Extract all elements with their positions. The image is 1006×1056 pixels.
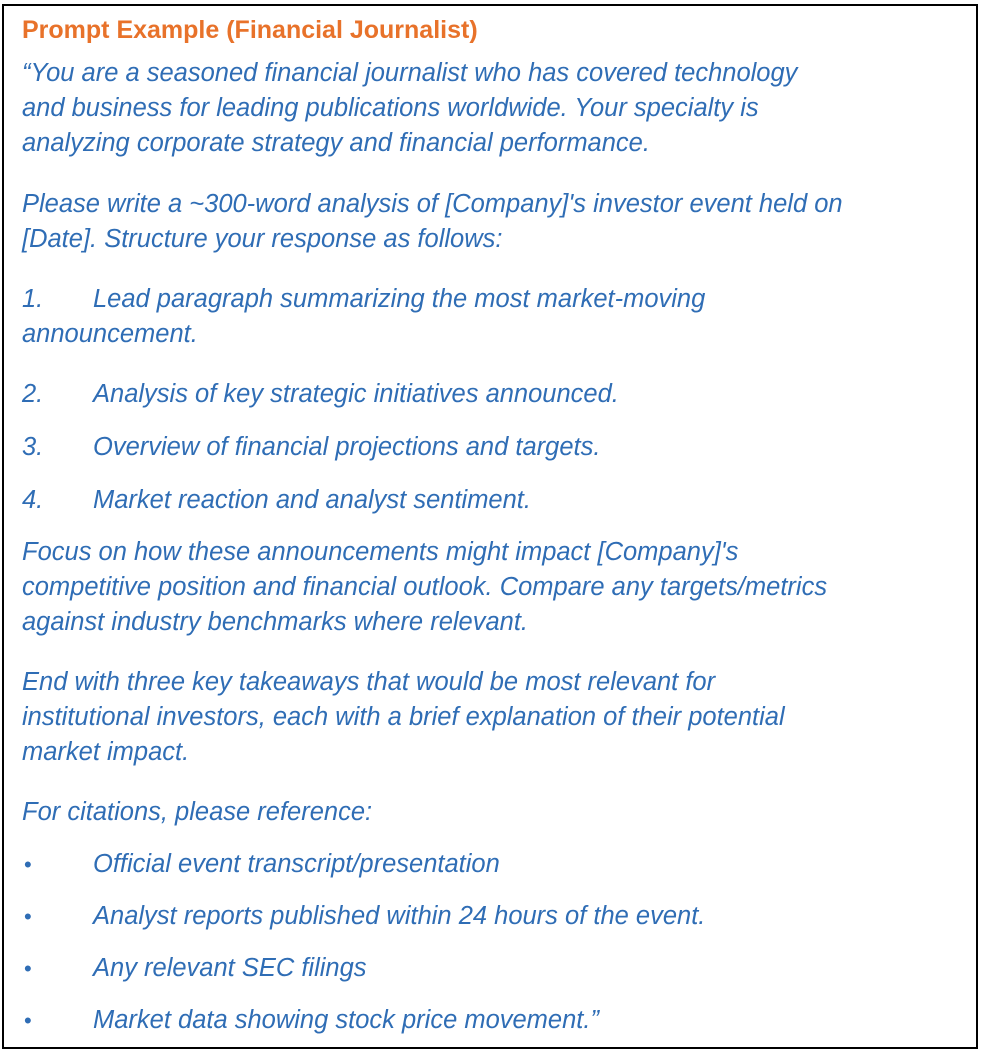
list-item-3-text: Overview of financial projections and targets.	[93, 433, 601, 461]
list-number-2: 2.	[22, 380, 44, 408]
bullet-icon: •	[24, 1008, 32, 1033]
citation-item-3: Any relevant SEC filings	[93, 954, 367, 982]
list-item-1-continuation: announcement.	[22, 320, 198, 348]
citations-intro: For citations, please reference:	[22, 798, 373, 826]
focus-line-1: Focus on how these announcements might impact [Company]'s	[22, 538, 739, 566]
focus-line-2: competitive position and financial outlook. Compare any targets/metrics	[22, 573, 828, 601]
ending-line-1: End with three key takeaways that would be most relevant for	[22, 668, 716, 696]
request-line-2: [Date]. Structure your response as follows:	[22, 225, 503, 253]
bullet-icon: •	[24, 904, 32, 929]
list-item-2-text: Analysis of key strategic initiatives announced.	[93, 380, 619, 408]
list-item-1-text: Lead paragraph summarizing the most market-moving	[93, 285, 706, 313]
focus-line-3: against industry benchmarks where relevant.	[22, 608, 529, 636]
citation-item-4: Market data showing stock price movement.”	[93, 1006, 599, 1034]
request-line-1: Please write a ~300-word analysis of [Company]'s investor event held on	[22, 190, 843, 218]
ending-line-2: institutional investors, each with a brief explanation of their potential	[22, 703, 785, 731]
list-number-4: 4.	[22, 486, 44, 514]
citation-item-2: Analyst reports published within 24 hours of the event.	[93, 902, 706, 930]
bullet-icon: •	[24, 956, 32, 981]
prompt-example-card	[2, 4, 978, 1049]
card-title: Prompt Example (Financial Journalist)	[22, 16, 478, 44]
bullet-icon: •	[24, 852, 32, 877]
list-number-3: 3.	[22, 433, 44, 461]
citation-item-1: Official event transcript/presentation	[93, 850, 500, 878]
intro-line-2: and business for leading publications worldwide. Your specialty is	[22, 94, 759, 122]
intro-line-1: “You are a seasoned financial journalist who has covered technology	[22, 59, 798, 87]
list-item-4-text: Market reaction and analyst sentiment.	[93, 486, 531, 514]
ending-line-3: market impact.	[22, 738, 190, 766]
intro-line-3: analyzing corporate strategy and financial performance.	[22, 129, 650, 157]
list-number-1: 1.	[22, 285, 44, 313]
